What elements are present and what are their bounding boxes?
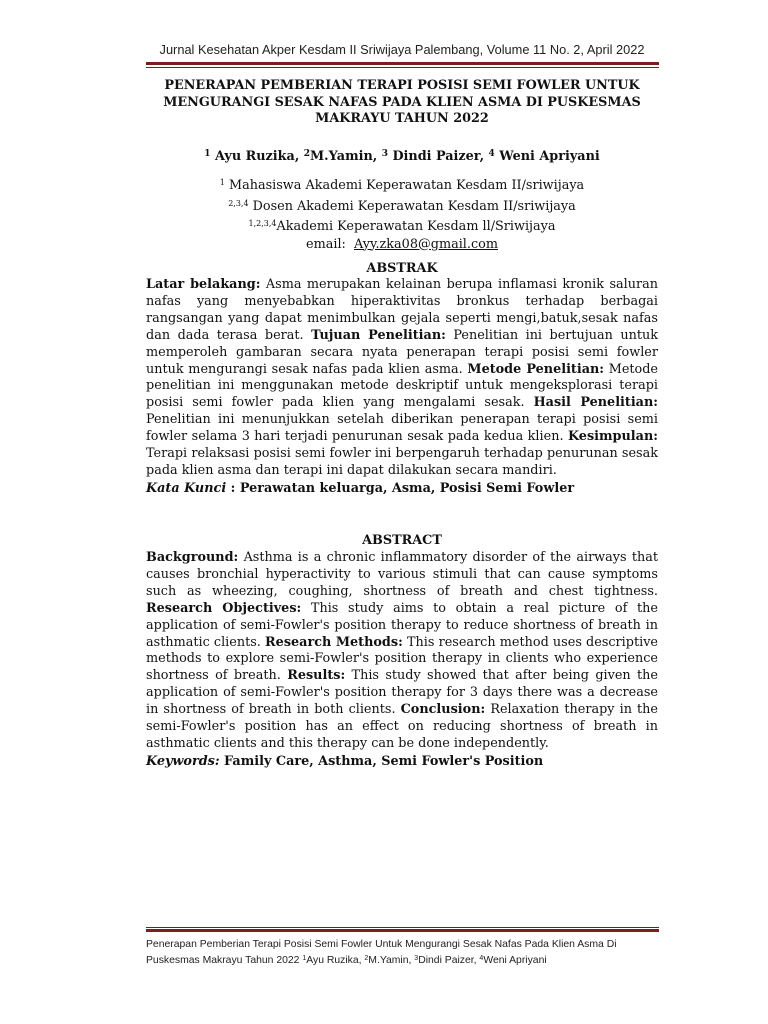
affiliation-text: Akademi Keperawatan Kesdam ll/Sriwijaya xyxy=(276,219,556,234)
page-footer xyxy=(146,938,666,968)
title-line: MAKRAYU TAHUN 2022 xyxy=(315,111,489,126)
method-label: Metode Penelitian: xyxy=(467,361,605,377)
method-text: This research method uses descriptive methods to explore semi-Fowler's position therapy in clients who experience shortness of breath. xyxy=(146,634,658,684)
abstrak-body xyxy=(146,277,658,498)
affiliation-line xyxy=(146,174,658,195)
footer-author-sup: 4 xyxy=(479,955,484,962)
affiliation-line xyxy=(146,215,658,236)
affiliation-sup: 1 xyxy=(219,178,225,187)
author-sup: 2 xyxy=(303,149,311,159)
header-rule-thick xyxy=(146,62,659,65)
result-text: This study showed that after being given the application of semi-Fowler's position therapy for 3 days there was a decrease in shortness of breath in both clients. xyxy=(146,668,658,718)
result-text: Penelitian ini menunjukkan setelah diberikan penerapan terapi posisi semi fowler selama 3 hari terjadi penurunan sesak pada kedua klien. xyxy=(146,412,658,445)
header-rule-thin xyxy=(146,67,659,68)
conclusion-text: Terapi relaksasi posisi semi fowler ini berpengaruh terhadap penurunan sesak pada klien asma dan terapi ini dapat dilakukan secara mandiri. xyxy=(146,446,658,478)
objective-label: Research Objectives: xyxy=(146,600,302,616)
keywords-text: Family Care, Asthma, Semi Fowler's Position xyxy=(219,753,544,769)
keywords-line xyxy=(146,754,658,771)
method-label: Research Methods: xyxy=(265,634,403,650)
abstrak-heading: ABSTRAK xyxy=(366,261,438,276)
method-text: Metode penelitian ini menggunakan metode deskriptif untuk mengeksplorasi terapi posisi semi fowler pada klien yang mengalami sesak. xyxy=(146,361,659,411)
conclusion-label: Conclusion: xyxy=(400,702,486,718)
affiliation-line xyxy=(146,195,658,216)
author-name: Weni Apriyani xyxy=(499,149,600,164)
background-label: Background: xyxy=(146,550,239,565)
affiliation-sup: 1,2,3,4 xyxy=(248,219,277,228)
background-label: Latar belakang: xyxy=(146,277,261,292)
abstrak-paragraph xyxy=(146,277,658,480)
keywords-label: Kata Kunci xyxy=(146,480,227,496)
objective-label: Tujuan Penelitian: xyxy=(311,327,446,343)
email-link[interactable]: Ayy.zka08@gmail.com xyxy=(354,236,498,252)
footer-author: M.Yamin, xyxy=(368,955,415,966)
footer-rule-thick xyxy=(146,929,659,932)
keywords-label: Keywords: xyxy=(146,753,220,769)
footer-rule-thin xyxy=(146,927,659,928)
author-sup: 1 xyxy=(204,149,211,159)
abstract-heading: ABSTRACT xyxy=(362,533,442,548)
conclusion-text: Relaxation therapy in the semi-Fowler's position has an effect on reducing shortness of breath in asthmatic clients and this therapy can be done independently. xyxy=(146,702,658,751)
background-text: Asthma is a chronic inflammatory disorder of the airways that causes bronchial hyperactivity to various stimuli that can cause symptoms such as wheezing, coughing, shortness of breath and chest tightness. xyxy=(146,550,658,599)
title-line: MENGURANGI SESAK NAFAS PADA KLIEN ASMA DI PUSKESMAS xyxy=(163,94,641,110)
title-line: PENERAPAN PEMBERIAN TERAPI POSISI SEMI FOWLER UNTUK xyxy=(164,78,640,93)
footer-author-sup: 1 xyxy=(302,955,307,962)
background-text: Asma merupakan kelainan berupa inflamasi kronik saluran nafas yang menyebabkan hiperaktivitas bronkus terhadap berbagai rangsangan yang dapat menimbulkan gejala seperti mengi,batuk,sesak nafas dan dada terasa berat. xyxy=(146,277,658,343)
footer-author-sup: 3 xyxy=(414,955,419,962)
objective-text: This study aims to obtain a real picture of the application of semi-Fowler's position therapy to reduce shortness of breath in asthmatic clients. xyxy=(146,600,658,650)
author-name: Dindi Paizer, xyxy=(392,149,485,164)
footer-author: Dindi Paizer, xyxy=(418,955,480,966)
footer-line xyxy=(146,952,666,968)
affiliations xyxy=(146,174,658,253)
result-label: Hasil Penelitian: xyxy=(533,395,659,411)
keywords-line xyxy=(146,481,658,498)
affiliation-text: Mahasiswa Akademi Keperawatan Kesdam II/sriwijaya xyxy=(228,178,585,193)
footer-author: Ayu Ruzika, xyxy=(306,955,365,966)
footer-author: Weni Apriyani xyxy=(483,955,547,966)
author-list xyxy=(146,149,658,164)
abstract-paragraph xyxy=(146,550,658,753)
affiliation-sup: 2,3,4 xyxy=(228,198,249,208)
author-sup: 3 xyxy=(381,149,388,159)
objective-text: Penelitian ini bertujuan untuk memperoleh gambaran secara nyata penerapan terapi posisi semi fowler untuk mengurangi sesak nafas pada klien asma. xyxy=(146,327,659,377)
abstract-body xyxy=(146,550,658,771)
result-label: Results: xyxy=(287,668,346,684)
author-sup: 4 xyxy=(488,149,495,159)
email-label: email: xyxy=(306,236,346,252)
author-name: M.Yamin, xyxy=(310,149,378,164)
affiliation-text: Dosen Akademi Keperawatan Kesdam II/sriwijaya xyxy=(252,198,576,214)
email-line xyxy=(146,236,658,254)
footer-author-sup: 2 xyxy=(364,955,369,962)
author-name: Ayu Ruzika, xyxy=(214,149,300,164)
journal-header: Jurnal Kesehatan Akper Kesdam II Sriwijaya Palembang, Volume 11 No. 2, April 2022 xyxy=(159,42,645,57)
footer-line: Penerapan Pemberian Terapi Posisi Semi Fowler Untuk Mengurangi Sesak Nafas Pada Klien Asma Di xyxy=(146,939,617,950)
conclusion-label: Kesimpulan: xyxy=(567,429,658,445)
footer-prefix: Puskesmas Makrayu Tahun 2022 xyxy=(146,955,303,966)
paper-title xyxy=(146,78,658,128)
keywords-text: : Perawatan keluarga, Asma, Posisi Semi Fowler xyxy=(226,480,575,496)
